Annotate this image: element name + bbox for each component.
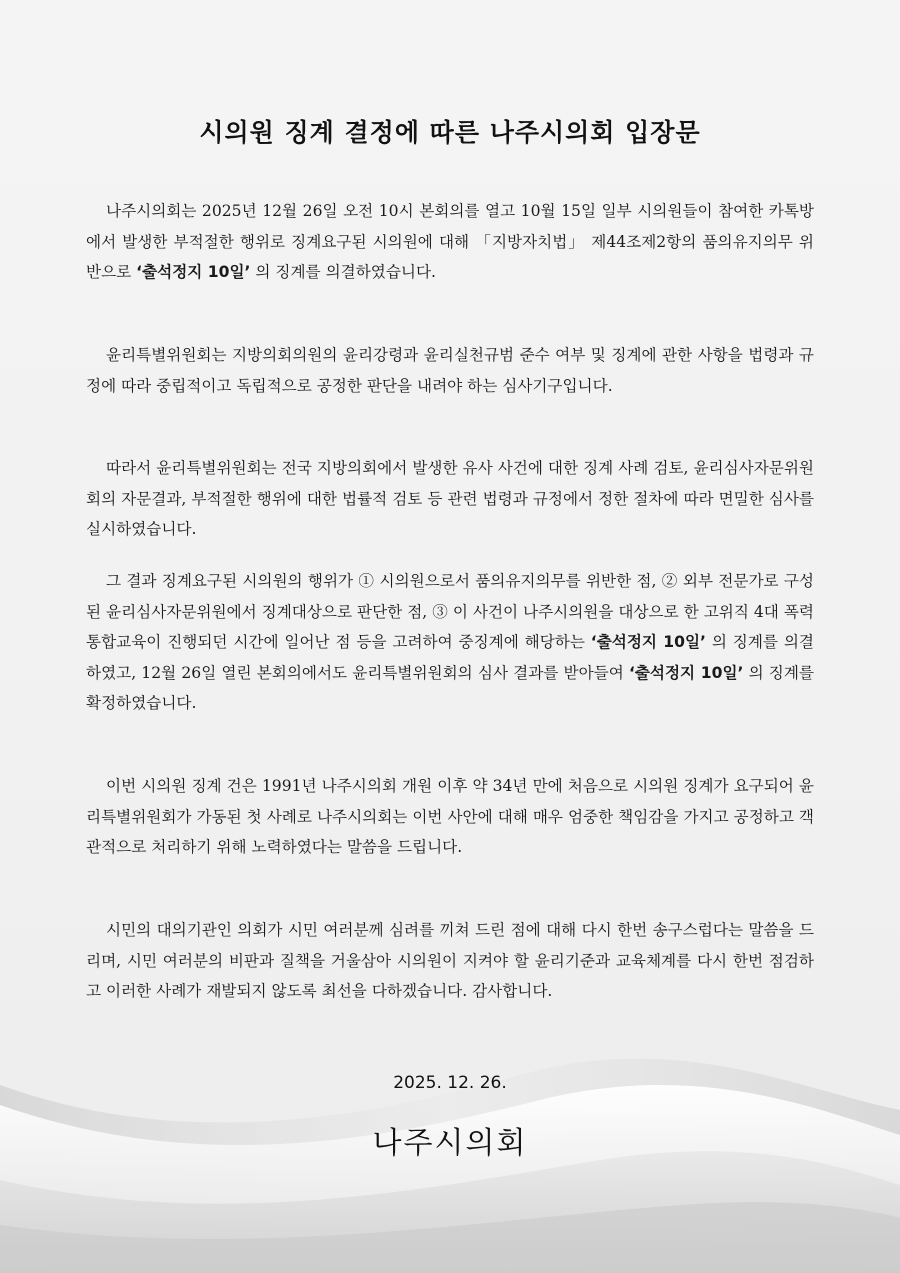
body-paragraph: [86, 771, 814, 863]
body-paragraph: [86, 340, 814, 401]
page-title: 시의원 징계 결정에 따른 나주시의회 입장문: [199, 118, 701, 147]
paragraph-text: 의 징계를 의결하였습니다.: [250, 263, 436, 281]
paragraph-text: 나주시의회는 2025년 12월 26일 오전 10시 본회의를 열고 10월 15일 일부 시의원들이 참여한 카톡방에서 발생한 부적절한 행위로 징계요구된 시의원에 대해 「지방자치법」 제44조제2항의 품의유지의무 위반으로: [86, 202, 815, 281]
emphasis-text: ‘출석정지 10일’: [628, 663, 744, 682]
paragraph-text: 윤리특별위원회는 지방의회의원의 윤리강령과 윤리실천규범 준수 여부 및 징계에 관한 사항을 법령과 규정에 따라 중립적이고 독립적으로 공정한 판단을 내려야 하는 심사기구입니다.: [86, 346, 814, 395]
paragraph-text: 그 결과 징계요구된 시의원의 행위가 ① 시의원으로서 품의유지의무를 위반한 점, ② 외부 전문가로 구성된 윤리심사자문위원에서 징계대상으로 판단한 점, ③ 이 사건이 나주시의원을 대상으로 한 고위직 4대 폭력 통합교육이 진행되던 시간에 일어난 점 등을 고려하여 중징계에 해당하는: [86, 572, 814, 651]
paragraph-text: 따라서 윤리특별위원회는 전국 지방의회에서 발생한 유사 사건에 대한 징계 사례 검토, 윤리심사자문위원회의 자문결과, 부적절한 행위에 대한 법률적 검토 등 관련 법령과 규정에서 정한 절차에 따라 면밀한 심사를 실시하였습니다.: [86, 459, 814, 538]
emphasis-text: ‘출석정지 10일’: [136, 263, 251, 281]
paragraph-text: 시민의 대의기관인 의회가 시민 여러분께 심려를 끼쳐 드린 점에 대해 다시 한번 송구스럽다는 말씀을 드리며, 시민 여러분의 비판과 질책을 거울삼아 시의원이 지켜야 할 윤리기준과 교육체계를 다시 한번 점검하고 이러한 사례가 재발되지 않도록 최선을 다하겠습니다. 감사합니다.: [86, 921, 814, 1000]
body-paragraph: [86, 453, 814, 545]
organization-signature: 나주시의회: [372, 1126, 528, 1161]
emphasis-text: ‘출석정지 10일’: [590, 633, 706, 651]
paragraph-text: 의 징계를 확정하였습니다.: [86, 663, 814, 712]
document-date: 2025. 12. 26.: [393, 1073, 507, 1093]
body-paragraph: [86, 196, 814, 288]
paragraph-text: 의 징계를 의결하였고, 12월 26일 열린 본회의에서도 윤리특별위원회의 심사 결과를 받아들여: [86, 633, 814, 682]
body-paragraph: [86, 915, 814, 1007]
paragraph-text: 이번 시의원 징계 건은 1991년 나주시의회 개원 이후 약 34년 만에 처음으로 시의원 징계가 요구되어 윤리특별위원회가 가동된 첫 사례로 나주시의회는 이번 사안에 대해 매우 엄중한 책임감을 가지고 공정하고 객관적으로 처리하기 위해 노력하였다는 말씀을 드립니다.: [86, 777, 814, 856]
body-paragraph: [86, 566, 814, 719]
